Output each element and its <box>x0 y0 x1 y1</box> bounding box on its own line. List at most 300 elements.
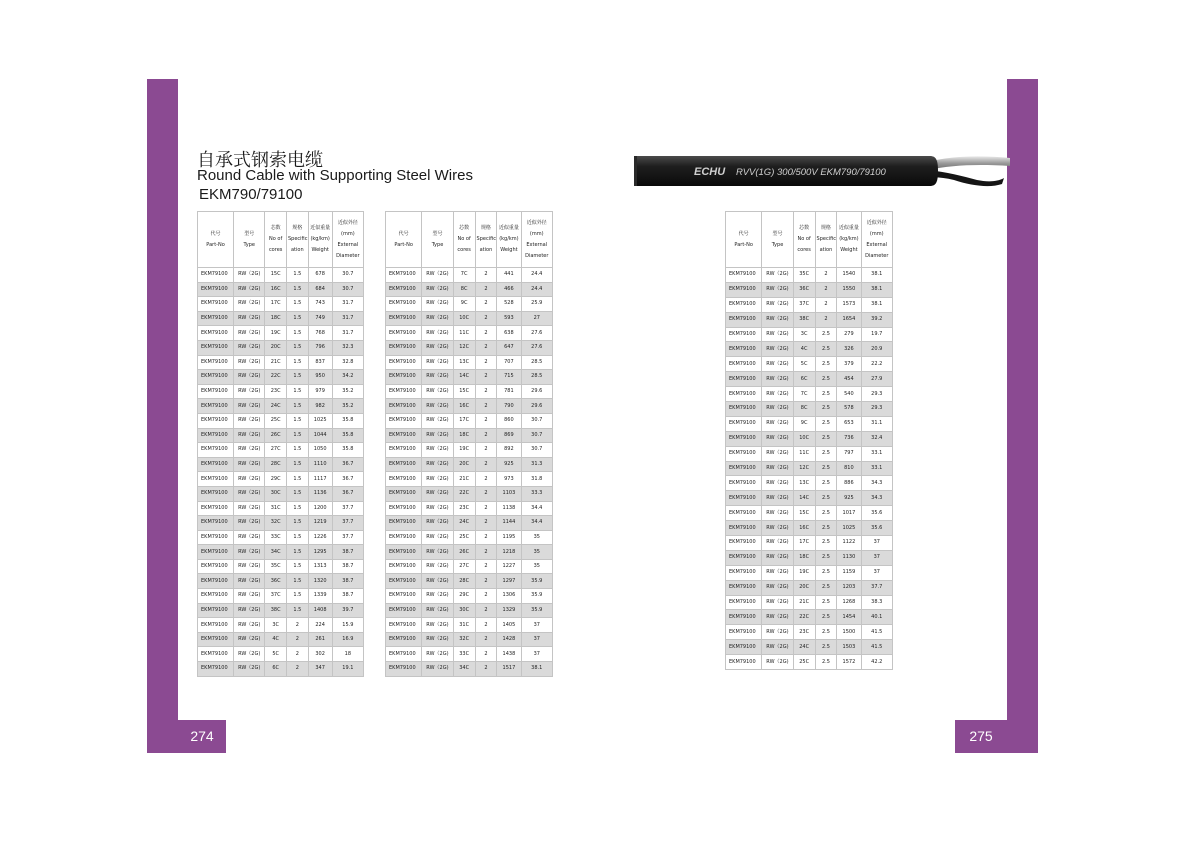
table-row <box>726 536 893 551</box>
table-cell-cores: 13C <box>453 355 475 370</box>
header-line: Diameter <box>865 252 889 259</box>
table-cell-spec: 1.5 <box>286 384 308 399</box>
table-cell-type: RW（2G) <box>422 413 453 428</box>
table-cell-type: RW（2G) <box>762 506 793 521</box>
table-cell-part-no: EKM79100 <box>198 268 234 283</box>
table-cell-cores: 17C <box>265 297 287 312</box>
table-cell-part-no: EKM79100 <box>726 282 762 297</box>
table-cell-weight: 379 <box>837 357 861 372</box>
table-row <box>726 372 893 387</box>
header-line: ation <box>479 247 493 253</box>
table-cell-weight: 1227 <box>497 559 521 574</box>
table-cell-diameter: 38.3 <box>861 595 893 610</box>
table-cell-weight: 1203 <box>837 580 861 595</box>
table-row <box>726 550 893 565</box>
table-cell-diameter: 29.3 <box>861 402 893 417</box>
table-cell-spec: 2.5 <box>815 431 837 446</box>
table-cell-diameter: 30.7 <box>332 282 363 297</box>
table-cell-diameter: 38.1 <box>861 282 893 297</box>
table-cell-diameter: 34.3 <box>861 491 893 506</box>
table-cell-diameter: 29.6 <box>521 384 553 399</box>
table-cell-weight: 979 <box>308 384 332 399</box>
table-cell-cores: 18C <box>265 311 287 326</box>
table-cell-weight: 1405 <box>497 618 521 633</box>
table-cell-spec: 2 <box>475 282 497 297</box>
table-row <box>726 297 893 312</box>
table-cell-diameter: 36.7 <box>332 457 363 472</box>
table-cell-weight: 892 <box>497 443 521 458</box>
table-row <box>198 545 364 560</box>
table-row <box>198 589 364 604</box>
table-cell-spec: 1.5 <box>286 530 308 545</box>
table-cell-spec: 1.5 <box>286 457 308 472</box>
table-cell-spec: 2.5 <box>815 342 837 357</box>
table-cell-diameter: 35 <box>521 545 553 560</box>
table-cell-weight: 1144 <box>497 516 521 531</box>
table-cell-diameter: 38.1 <box>861 297 893 312</box>
table-cell-weight: 1428 <box>497 632 521 647</box>
table-cell-weight: 1573 <box>837 297 861 312</box>
spec-table-2 <box>385 211 553 677</box>
table-cell-type: RW（2G) <box>762 521 793 536</box>
table-cell-diameter: 37 <box>521 647 553 662</box>
table-cell-spec: 1.5 <box>286 268 308 283</box>
table-cell-diameter: 35.9 <box>521 589 553 604</box>
table-cell-spec: 2 <box>475 340 497 355</box>
table-cell-type: RW（2G) <box>234 326 265 341</box>
table-row <box>386 428 553 443</box>
header-line: Specific <box>816 236 836 242</box>
table-cell-diameter: 31.7 <box>332 326 363 341</box>
header-line: 规格 <box>292 225 303 231</box>
table-cell-part-no: EKM79100 <box>386 268 422 283</box>
table-cell-part-no: EKM79100 <box>198 632 234 647</box>
table-cell-weight: 1550 <box>837 282 861 297</box>
table-cell-spec: 2 <box>815 297 837 312</box>
table-cell-weight: 925 <box>837 491 861 506</box>
table-cell-part-no: EKM79100 <box>386 340 422 355</box>
table-cell-weight: 1218 <box>497 545 521 560</box>
header-line: (kg/km) <box>839 236 859 242</box>
table-cell-cores: 25C <box>793 655 815 670</box>
table-cell-type: RW（2G) <box>234 486 265 501</box>
table-cell-diameter: 27.6 <box>521 340 553 355</box>
table-cell-type: RW（2G) <box>762 476 793 491</box>
table-cell-spec: 2 <box>286 632 308 647</box>
table-row <box>726 357 893 372</box>
table-cell-part-no: EKM79100 <box>198 297 234 312</box>
table-cell-weight: 781 <box>497 384 521 399</box>
table-cell-spec: 2 <box>475 297 497 312</box>
table-cell-diameter: 32.4 <box>861 431 893 446</box>
table-cell-spec: 1.5 <box>286 559 308 574</box>
table-cell-cores: 28C <box>265 457 287 472</box>
table-cell-diameter: 42.2 <box>861 655 893 670</box>
table-cell-weight: 647 <box>497 340 521 355</box>
table-cell-spec: 2.5 <box>815 536 837 551</box>
table-cell-type: RW（2G) <box>234 589 265 604</box>
table-row <box>386 574 553 589</box>
table-cell-part-no: EKM79100 <box>726 655 762 670</box>
table-cell-type: RW（2G) <box>762 416 793 431</box>
table-cell-diameter: 27.6 <box>521 326 553 341</box>
table-cell-weight: 797 <box>837 446 861 461</box>
table-cell-type: RW（2G) <box>234 355 265 370</box>
table-cell-cores: 27C <box>265 443 287 458</box>
column-header-diameter <box>332 212 363 268</box>
table-row <box>726 491 893 506</box>
table-cell-part-no: EKM79100 <box>386 282 422 297</box>
table-cell-weight: 837 <box>308 355 332 370</box>
table-cell-weight: 528 <box>497 297 521 312</box>
table-cell-spec: 2.5 <box>815 327 837 342</box>
table-row <box>386 413 553 428</box>
table-cell-type: RW（2G) <box>422 370 453 385</box>
header-line: (mm) <box>529 230 544 237</box>
table-cell-spec: 2 <box>475 603 497 618</box>
column-header-type <box>422 212 453 268</box>
table-cell-cores: 4C <box>265 632 287 647</box>
table-cell-diameter: 18 <box>332 647 363 662</box>
table-cell-weight: 224 <box>308 618 332 633</box>
table-cell-part-no: EKM79100 <box>198 516 234 531</box>
table-cell-weight: 1044 <box>308 428 332 443</box>
table-cell-diameter: 15.9 <box>332 618 363 633</box>
header-line: 近似重量 <box>310 225 331 231</box>
cable-spec-print: RVV(1G) 300/500V EKM790/79100 <box>736 167 886 178</box>
table-row <box>726 580 893 595</box>
header-line: ation <box>290 247 304 253</box>
table-cell-type: RW（2G) <box>234 472 265 487</box>
table-cell-type: RW（2G) <box>762 357 793 372</box>
table-cell-diameter: 37 <box>861 565 893 580</box>
header-line: External <box>866 241 888 248</box>
table-cell-type: RW（2G) <box>762 565 793 580</box>
header-line: 型号 <box>772 230 783 237</box>
table-cell-diameter: 34.3 <box>861 476 893 491</box>
table-row <box>386 355 553 370</box>
table-cell-cores: 22C <box>453 486 475 501</box>
table-cell-cores: 10C <box>793 431 815 446</box>
table-cell-cores: 38C <box>265 603 287 618</box>
table-cell-spec: 2.5 <box>815 521 837 536</box>
table-cell-spec: 2.5 <box>815 655 837 670</box>
table-cell-spec: 2 <box>475 589 497 604</box>
table-cell-type: RW（2G) <box>234 413 265 428</box>
table-cell-cores: 15C <box>265 268 287 283</box>
table-cell-part-no: EKM79100 <box>198 574 234 589</box>
cable-product-image <box>632 150 1012 192</box>
table-cell-part-no: EKM79100 <box>726 580 762 595</box>
table-cell-spec: 2 <box>475 530 497 545</box>
header-line: 近似外径 <box>526 219 547 226</box>
table-cell-type: RW（2G) <box>234 516 265 531</box>
table-cell-cores: 17C <box>453 413 475 428</box>
table-cell-part-no: EKM79100 <box>386 457 422 472</box>
table-cell-weight: 1219 <box>308 516 332 531</box>
column-header-part-no <box>198 212 234 268</box>
header-line: External <box>526 241 548 248</box>
column-header-weight <box>497 212 521 268</box>
table-cell-part-no: EKM79100 <box>386 662 422 677</box>
table-row <box>726 476 893 491</box>
table-cell-diameter: 32.3 <box>332 340 363 355</box>
table-cell-type: RW（2G) <box>762 640 793 655</box>
table-cell-part-no: EKM79100 <box>386 501 422 516</box>
table-row <box>198 355 364 370</box>
table-row <box>726 282 893 297</box>
table-cell-cores: 16C <box>265 282 287 297</box>
table-cell-weight: 638 <box>497 326 521 341</box>
table-cell-diameter: 38.7 <box>332 559 363 574</box>
table-cell-type: RW（2G) <box>422 486 453 501</box>
table-cell-part-no: EKM79100 <box>386 370 422 385</box>
table-cell-diameter: 35.2 <box>332 399 363 414</box>
table-cell-part-no: EKM79100 <box>198 282 234 297</box>
table-cell-spec: 2 <box>475 574 497 589</box>
table-row <box>726 342 893 357</box>
table-cell-weight: 860 <box>497 413 521 428</box>
table-cell-weight: 1454 <box>837 610 861 625</box>
table-cell-cores: 23C <box>793 625 815 640</box>
table-cell-part-no: EKM79100 <box>386 516 422 531</box>
table-cell-spec: 1.5 <box>286 589 308 604</box>
table-cell-cores: 28C <box>453 574 475 589</box>
table-cell-cores: 34C <box>265 545 287 560</box>
table-cell-type: RW（2G) <box>234 428 265 443</box>
table-row <box>726 312 893 327</box>
page-number-left: 274 <box>190 728 214 744</box>
table-cell-weight: 1297 <box>497 574 521 589</box>
table-cell-cores: 8C <box>453 282 475 297</box>
table-row <box>726 521 893 536</box>
table-cell-weight: 1025 <box>308 413 332 428</box>
table-cell-weight: 982 <box>308 399 332 414</box>
table-cell-cores: 36C <box>793 282 815 297</box>
table-cell-cores: 18C <box>453 428 475 443</box>
table-row <box>726 595 893 610</box>
table-row <box>198 574 364 589</box>
table-cell-weight: 1138 <box>497 501 521 516</box>
table-cell-spec: 2.5 <box>815 416 837 431</box>
table-row <box>726 402 893 417</box>
table-cell-part-no: EKM79100 <box>726 565 762 580</box>
table-cell-spec: 2.5 <box>815 491 837 506</box>
header-line: Specific <box>287 236 308 242</box>
table-row <box>726 655 893 670</box>
table-cell-type: RW（2G) <box>762 327 793 342</box>
header-line: Diameter <box>525 252 549 259</box>
table-cell-type: RW（2G) <box>762 342 793 357</box>
page-title-chinese: 自承式钢索电缆 <box>197 150 323 171</box>
table-cell-weight: 1103 <box>497 486 521 501</box>
table-row <box>726 461 893 476</box>
table-cell-type: RW（2G) <box>234 370 265 385</box>
table-cell-type: RW（2G) <box>234 574 265 589</box>
table-cell-type: RW（2G) <box>422 384 453 399</box>
table-cell-type: RW（2G) <box>234 399 265 414</box>
table-cell-cores: 6C <box>265 662 287 677</box>
table-cell-spec: 2 <box>286 647 308 662</box>
table-cell-weight: 768 <box>308 326 332 341</box>
column-header-type <box>762 212 793 268</box>
table-cell-cores: 29C <box>265 472 287 487</box>
table-cell-spec: 2.5 <box>815 476 837 491</box>
table-row <box>386 472 553 487</box>
table-cell-cores: 7C <box>793 387 815 402</box>
table-cell-diameter: 35.9 <box>521 603 553 618</box>
header-line: Weight <box>840 247 858 253</box>
table-row <box>198 662 364 677</box>
table-row <box>198 618 364 633</box>
table-cell-spec: 2.5 <box>815 402 837 417</box>
table-cell-cores: 3C <box>265 618 287 633</box>
table-cell-diameter: 37.7 <box>332 501 363 516</box>
table-cell-part-no: EKM79100 <box>726 312 762 327</box>
table-cell-cores: 23C <box>265 384 287 399</box>
table-cell-part-no: EKM79100 <box>386 428 422 443</box>
table-cell-cores: 33C <box>453 647 475 662</box>
table-cell-cores: 8C <box>793 402 815 417</box>
table-cell-spec: 2 <box>815 282 837 297</box>
table-cell-type: RW（2G) <box>762 580 793 595</box>
header-line: Diameter <box>336 252 360 259</box>
table-cell-weight: 790 <box>497 399 521 414</box>
table-cell-spec: 1.5 <box>286 355 308 370</box>
table-cell-part-no: EKM79100 <box>386 311 422 326</box>
header-line: Part-No <box>394 241 413 248</box>
table-cell-spec: 1.5 <box>286 472 308 487</box>
table-cell-weight: 1130 <box>837 550 861 565</box>
table-cell-weight: 261 <box>308 632 332 647</box>
table-cell-weight: 1117 <box>308 472 332 487</box>
table-cell-spec: 2 <box>475 647 497 662</box>
table-cell-spec: 2 <box>475 501 497 516</box>
table-cell-diameter: 38.7 <box>332 589 363 604</box>
header-line: 近似外径 <box>866 219 887 226</box>
table-cell-cores: 7C <box>453 268 475 283</box>
table-cell-cores: 24C <box>453 516 475 531</box>
table-cell-spec: 1.5 <box>286 282 308 297</box>
table-cell-spec: 2 <box>475 632 497 647</box>
header-line: 代号 <box>210 230 221 237</box>
table-cell-type: RW（2G) <box>234 443 265 458</box>
table-cell-part-no: EKM79100 <box>198 326 234 341</box>
table-cell-part-no: EKM79100 <box>386 355 422 370</box>
table-cell-diameter: 35.2 <box>332 384 363 399</box>
table-cell-type: RW（2G) <box>422 662 453 677</box>
table-cell-diameter: 37 <box>521 632 553 647</box>
table-cell-spec: 2.5 <box>815 387 837 402</box>
table-cell-diameter: 32.8 <box>332 355 363 370</box>
table-cell-type: RW（2G) <box>422 632 453 647</box>
table-cell-weight: 466 <box>497 282 521 297</box>
table-cell-cores: 12C <box>793 461 815 476</box>
table-cell-cores: 13C <box>793 476 815 491</box>
table-row <box>726 431 893 446</box>
table-cell-part-no: EKM79100 <box>726 431 762 446</box>
table-cell-part-no: EKM79100 <box>198 662 234 677</box>
table-cell-type: RW（2G) <box>234 340 265 355</box>
table-cell-weight: 1329 <box>497 603 521 618</box>
table-cell-type: RW（2G) <box>422 268 453 283</box>
table-cell-cores: 16C <box>453 399 475 414</box>
table-cell-weight: 1540 <box>837 268 861 283</box>
table-cell-spec: 2 <box>475 545 497 560</box>
table-cell-diameter: 34.4 <box>521 516 553 531</box>
table-cell-weight: 1195 <box>497 530 521 545</box>
table-cell-part-no: EKM79100 <box>386 545 422 560</box>
table-cell-diameter: 31.7 <box>332 311 363 326</box>
table-cell-weight: 593 <box>497 311 521 326</box>
column-header-type <box>234 212 265 268</box>
table-cell-cores: 27C <box>453 559 475 574</box>
table-cell-spec: 1.5 <box>286 603 308 618</box>
table-cell-diameter: 19.7 <box>861 327 893 342</box>
table-row <box>386 384 553 399</box>
table-row <box>198 501 364 516</box>
table-cell-diameter: 38.1 <box>861 268 893 283</box>
table-cell-cores: 31C <box>265 501 287 516</box>
table-cell-diameter: 41.5 <box>861 625 893 640</box>
table-row <box>386 486 553 501</box>
table-cell-part-no: EKM79100 <box>198 530 234 545</box>
table-cell-type: RW（2G) <box>762 536 793 551</box>
table-cell-weight: 1110 <box>308 457 332 472</box>
table-cell-weight: 1654 <box>837 312 861 327</box>
table-cell-type: RW（2G) <box>422 530 453 545</box>
table-cell-type: RW（2G) <box>234 311 265 326</box>
table-row <box>198 428 364 443</box>
table-cell-spec: 2.5 <box>815 357 837 372</box>
table-cell-diameter: 40.1 <box>861 610 893 625</box>
table-cell-cores: 5C <box>265 647 287 662</box>
table-cell-type: RW（2G) <box>762 595 793 610</box>
header-line: 规格 <box>820 225 831 231</box>
table-row <box>198 516 364 531</box>
table-cell-part-no: EKM79100 <box>198 384 234 399</box>
table-cell-part-no: EKM79100 <box>386 443 422 458</box>
table-cell-part-no: EKM79100 <box>386 574 422 589</box>
table-cell-type: RW（2G) <box>234 545 265 560</box>
table-cell-cores: 30C <box>453 603 475 618</box>
table-cell-diameter: 35 <box>521 530 553 545</box>
table-cell-cores: 33C <box>265 530 287 545</box>
header-line: 芯数 <box>799 225 810 231</box>
table-cell-spec: 2.5 <box>815 595 837 610</box>
table-cell-part-no: EKM79100 <box>726 446 762 461</box>
table-cell-spec: 1.5 <box>286 370 308 385</box>
table-cell-part-no: EKM79100 <box>198 340 234 355</box>
table-row <box>198 443 364 458</box>
table-cell-type: RW（2G) <box>234 618 265 633</box>
header-line: ation <box>819 247 833 253</box>
table-cell-type: RW（2G) <box>422 443 453 458</box>
table-cell-part-no: EKM79100 <box>198 355 234 370</box>
table-row <box>198 399 364 414</box>
table-cell-cores: 6C <box>793 372 815 387</box>
table-cell-cores: 35C <box>793 268 815 283</box>
table-row <box>386 326 553 341</box>
table-cell-part-no: EKM79100 <box>198 486 234 501</box>
table-header-row <box>386 212 553 268</box>
table-cell-diameter: 16.9 <box>332 632 363 647</box>
table-cell-cores: 16C <box>793 521 815 536</box>
table-cell-diameter: 35.8 <box>332 443 363 458</box>
table-cell-cores: 36C <box>265 574 287 589</box>
table-cell-part-no: EKM79100 <box>198 618 234 633</box>
table-cell-spec: 1.5 <box>286 340 308 355</box>
